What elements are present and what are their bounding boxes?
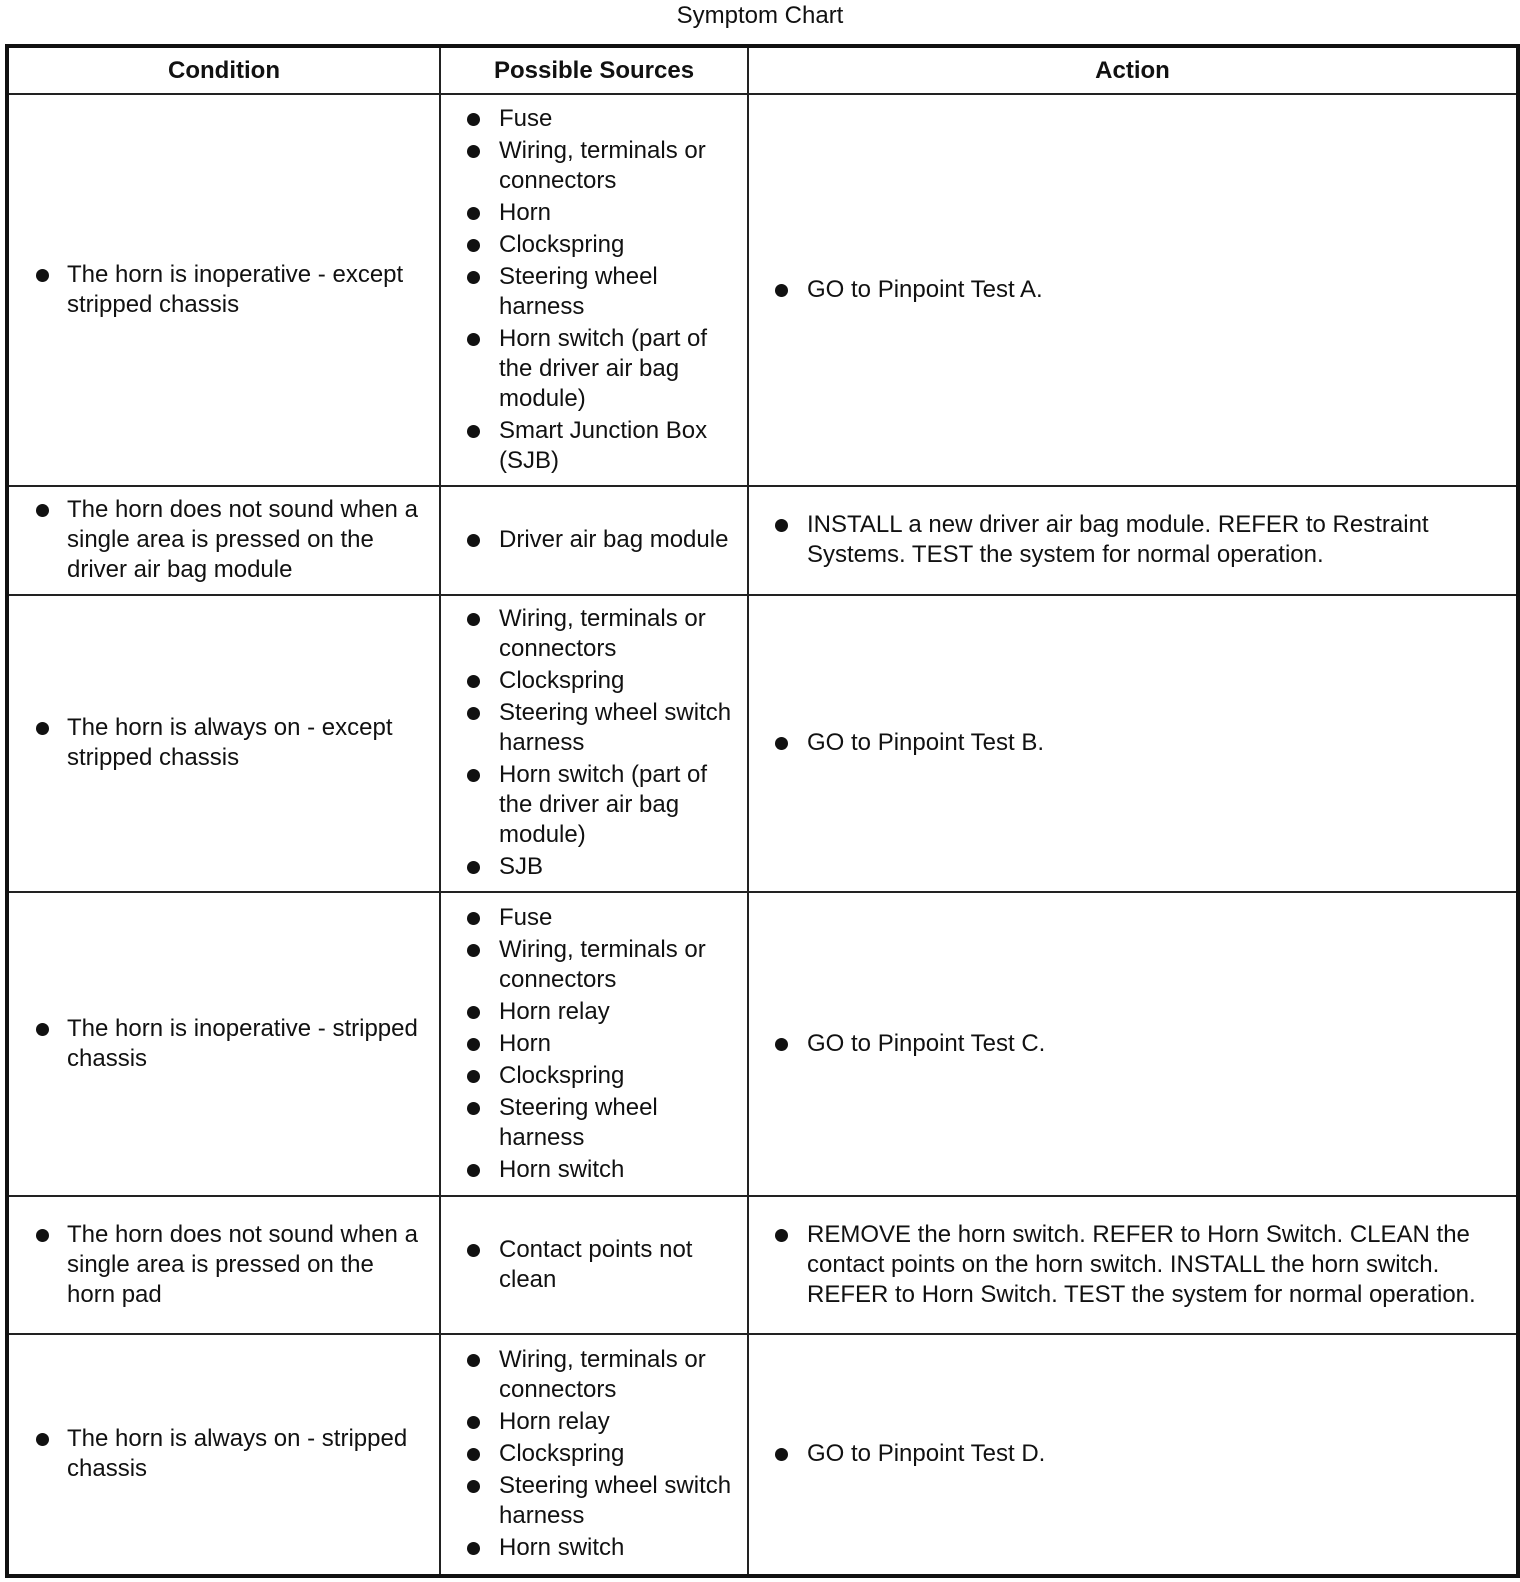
table-row [7, 486, 1518, 595]
action-cell [748, 892, 1518, 1196]
action-item: GO to Pinpoint Test D. [749, 1439, 1516, 1469]
header-possible-sources: Possible Sources [440, 46, 748, 94]
table-row [7, 94, 1518, 486]
action-item: GO to Pinpoint Test A. [749, 275, 1516, 305]
condition-cell [7, 595, 440, 893]
source-item: Fuse [441, 903, 747, 933]
action-cell [748, 486, 1518, 595]
source-item: Horn switch [441, 1533, 747, 1563]
source-item: Horn [441, 198, 747, 228]
sources-cell [440, 595, 748, 893]
source-item: SJB [441, 852, 747, 882]
sources-cell [440, 1334, 748, 1576]
sources-cell [440, 94, 748, 486]
source-item: Fuse [441, 104, 747, 134]
header-action: Action [748, 46, 1518, 94]
action-cell [748, 595, 1518, 893]
condition-item: The horn is always on - except stripped chassis [9, 713, 439, 773]
condition-item: The horn is always on - stripped chassis [9, 1424, 439, 1484]
source-item: Steering wheel harness [441, 262, 747, 322]
table-row [7, 595, 1518, 893]
condition-item: The horn does not sound when a single area is pressed on the horn pad [9, 1220, 439, 1310]
source-item: Horn switch (part of the driver air bag module) [441, 324, 747, 414]
source-item: Horn switch [441, 1155, 747, 1185]
action-item: INSTALL a new driver air bag module. REFER to Restraint Systems. TEST the system for normal operation. [749, 510, 1516, 570]
table-row [7, 1196, 1518, 1334]
header-condition: Condition [7, 46, 440, 94]
source-item: Contact points not clean [441, 1235, 747, 1295]
source-item: Horn relay [441, 997, 747, 1027]
condition-cell [7, 1334, 440, 1576]
source-item: Clockspring [441, 666, 747, 696]
action-item: GO to Pinpoint Test C. [749, 1029, 1516, 1059]
condition-item: The horn does not sound when a single area is pressed on the driver air bag module [9, 495, 439, 585]
chart-title: Symptom Chart [676, 2, 844, 29]
action-cell [748, 1196, 1518, 1334]
source-item: Clockspring [441, 1439, 747, 1469]
condition-cell [7, 94, 440, 486]
sources-cell [440, 486, 748, 595]
table-row [7, 1334, 1518, 1576]
condition-cell [7, 892, 440, 1196]
condition-cell [7, 1196, 440, 1334]
source-item: Wiring, terminals or connectors [441, 1345, 747, 1405]
source-item: Driver air bag module [441, 525, 747, 555]
condition-item: The horn is inoperative - stripped chassis [9, 1014, 439, 1074]
table-row [7, 892, 1518, 1196]
source-item: Steering wheel harness [441, 1093, 747, 1153]
sources-cell [440, 1196, 748, 1334]
source-item: Horn [441, 1029, 747, 1059]
source-item: Wiring, terminals or connectors [441, 604, 747, 664]
source-item: Horn switch (part of the driver air bag module) [441, 760, 747, 850]
action-item: REMOVE the horn switch. REFER to Horn Switch. CLEAN the contact points on the horn switch. INSTALL the horn switch. REFER to Horn Switch. TEST the system for normal operation. [749, 1220, 1516, 1310]
symptom-table [5, 44, 1520, 1578]
condition-item: The horn is inoperative - except stripped chassis [9, 260, 439, 320]
sources-cell [440, 892, 748, 1196]
action-item: GO to Pinpoint Test B. [749, 728, 1516, 758]
condition-cell [7, 486, 440, 595]
source-item: Clockspring [441, 1061, 747, 1091]
action-cell [748, 94, 1518, 486]
source-item: Steering wheel switch harness [441, 1471, 747, 1531]
source-item: Smart Junction Box (SJB) [441, 416, 747, 476]
source-item: Wiring, terminals or connectors [441, 136, 747, 196]
header-row [7, 46, 1518, 94]
source-item: Horn relay [441, 1407, 747, 1437]
source-item: Clockspring [441, 230, 747, 260]
action-cell [748, 1334, 1518, 1576]
source-item: Steering wheel switch harness [441, 698, 747, 758]
source-item: Wiring, terminals or connectors [441, 935, 747, 995]
